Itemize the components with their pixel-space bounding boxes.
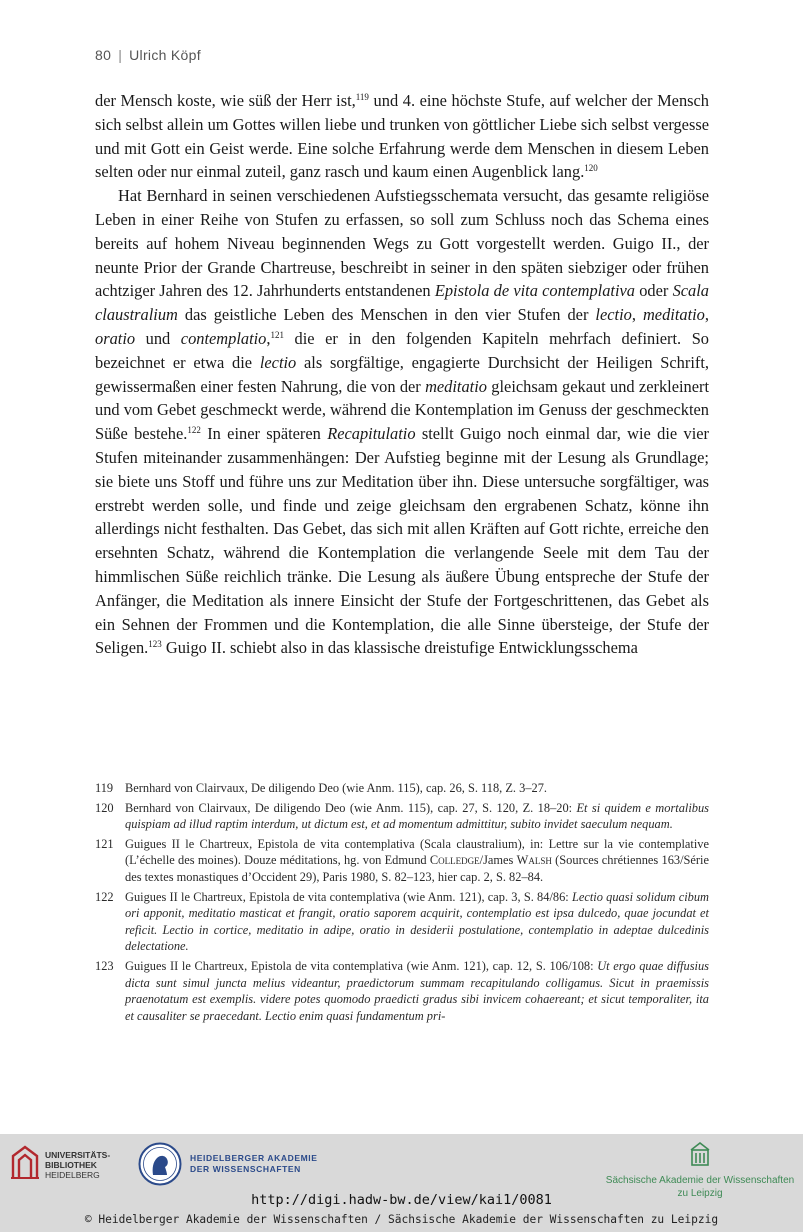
footnote-text (125, 889, 709, 955)
header-separator: | (118, 47, 123, 63)
footnote-number: 119 (95, 781, 114, 795)
italic-text: Et si quidem e mortalibus quispiam ad illud raptim interdum, ut dictum est, et ad momentum admittitur, subito invidet saeculum nequam. (125, 800, 709, 832)
text-run: das geistliche Leben des Menschen in den vier Stufen der (177, 305, 596, 325)
text-run: (Sources chrétiennes 163/Série des textes monastiques d’Occident 29), Paris 1980, S. 82–123, hier cap. 2, S. 82–84. (125, 853, 709, 884)
running-header (95, 47, 201, 63)
footnote (95, 889, 709, 955)
italic-text: contemplatio (180, 328, 267, 348)
text-run: , (704, 305, 709, 325)
small-caps-name: Walsh (516, 853, 552, 868)
footnote-number: 122 (95, 889, 114, 904)
footnote-text (125, 836, 709, 886)
saw-logo-line: Sächsische Akademie der Wissenschaften (605, 1175, 795, 1186)
text-run: Guigues II le Chartreux, Epistola de vita contemplativa (Scala claustralium), in: Lettre sur la vie contemplative (L’échelle des moines). Douze méditations, hg. von Edmund (125, 836, 709, 868)
text-run: In einer späteren (200, 424, 328, 444)
footnote-number: 120 (95, 800, 114, 815)
text-run: Bernhard von Clairvaux, De diligendo Deo (wie Anm. 115), cap. 26, S. 118, Z. 3–27. (125, 781, 548, 795)
footnote (95, 958, 709, 1024)
footnote-text (125, 780, 709, 797)
footnote-ref: 122 (187, 425, 201, 436)
text-run: Guigues II le Chartreux, Epistola de vita contemplativa (wie Anm. 121), cap. 3, S. 84/86: (125, 889, 572, 904)
italic-text: Epistola de vita contemplativa (434, 281, 636, 301)
footnote (95, 800, 709, 833)
footnote-ref: 119 (355, 92, 369, 102)
running-head-author: Ulrich Köpf (129, 47, 201, 63)
saw-logo-line: zu Leipzig (677, 1188, 723, 1199)
italic-text: Lectio quasi solidum cibum ori apponit, meditatio masticat et frangit, oratio saporem acquirit, contemplatio est ipsa dulcedo, quae jocundat et reficit. Lectio in cortice, meditatio in adipe, oratio in desiderii postulatione, contemplatio in adeptae dulcedinis delectatione. (125, 889, 709, 954)
paragraph (95, 184, 709, 660)
footnote-number: 121 (95, 836, 114, 851)
footnote-ref: 123 (148, 639, 162, 650)
footnote (95, 780, 709, 797)
text-run: der Mensch koste, wie süß der Herr ist, (95, 91, 356, 110)
copyright-notice: © Heidelberger Akademie der Wissenschaften / Sächsische Akademie der Wissenschaften zu Leipzig (84, 1213, 719, 1226)
text-run: und 4. eine höchste Stufe, auf welcher der Mensch sich selbst allein um Gottes willen liebe und trunken von göttlicher Liebe sich selbst vergesse und mit Gott ein Geist werde. Eine solche Erfahrung werde dem Menschen in diesem Leben selten oder nur einmal zuteil, ganz rasch und kaum einen Augenblick lang. (95, 91, 709, 182)
footnote-ref: 120 (584, 163, 598, 174)
small-caps-name: Colledge (429, 853, 480, 868)
ub-heidelberg-logo[interactable] (10, 1144, 110, 1180)
italic-text: lectio (595, 305, 632, 325)
text-run: , (631, 305, 643, 325)
italic-text: Scala claustralium (95, 281, 709, 325)
italic-text: Recapitulatio (327, 424, 416, 444)
text-run: Guigues II le Chartreux, Epistola de vita contemplativa (wie Anm. 121), cap. 12, S. 106/108: (125, 958, 598, 973)
footnote-number: 123 (95, 958, 114, 973)
text-run: , (266, 328, 271, 348)
footnote-text (125, 958, 709, 1024)
hak-medallion-icon (138, 1142, 182, 1186)
hak-logo[interactable] (138, 1142, 318, 1186)
text-run: Bernhard von Clairvaux, De diligendo Deo (wie Anm. 115), cap. 27, S. 120, Z. 18–20: (125, 800, 577, 815)
italic-text: meditatio (425, 376, 487, 396)
text-run: Hat Bernhard in seinen verschiedenen Aufstiegsschemata versucht, das gesamte religiöse Leben in einer Reihe von Stufen zu erfassen, so soll zum Schluss noch das Schema eines bereits auf hohem Niveau beginnenden Wegs zu Gott vorgestellt werden. Guigo II., der neunte Prior der Grande Chartreuse, beschreibt in seiner in den späten siebziger oder frühen achtziger Jahren des 12. Jahrhunderts entstandenen (95, 186, 709, 301)
text-run: stellt Guigo noch einmal dar, wie die vier Stufen miteinander zusammenhängen: Der Aufstieg beginne mit der Lesung als Grundlage; sie biete uns Stoff und führe uns zur Meditation über ihn. Diese untersuche sorgfältiger, was erstrebt werden solle, und finde und zeige gleichsam den ergrabenen Schatz, könne ihn allerdings nicht festhalten. Das Gebet, das sich mit allen Kräften auf Gott richte, erreiche den ersehnten Schatz, während die Kontemplation die verlangende Seele mit dem Tau der himmlischen Süße reichlich tränke. Die Lesung als äußere Übung entspreche der Stufe der Anfänger, die Meditation als innere Einsicht der Stufe der Fortgeschrittenen, das Gebet als ein Sehnen der Frommen und die Kontemplation, die alle Sinne übersteige, der Stufe der Seligen. (95, 424, 709, 658)
ub-logo-line: UNIVERSITÄTS- (45, 1150, 111, 1160)
italic-text: Ut ergo quae diffusius dicta sunt simul juncta melius videantur, praedictorum summam recapitulando colligamus. Sicut in praemissis praenotatum est exemplis. videre potes quomodo praedicti gradus sibi invicem cohaereant; et sicut temporaliter, ita et causaliter se praecedant. Lectio enim quasi fundamentum pri- (125, 958, 709, 1023)
permalink-url[interactable]: http://digi.hadw-bw.de/view/kai1/0081 (251, 1192, 552, 1208)
footnote-text (125, 800, 709, 833)
hak-logo-line: DER WISSENSCHAFTEN (190, 1164, 301, 1174)
text-run: Guigo II. schiebt also in das klassische dreistufige Entwicklungsschema (161, 638, 638, 658)
italic-text: oratio (95, 328, 136, 348)
hak-logo-line: HEIDELBERGER AKADEMIE (190, 1153, 318, 1163)
ub-logo-line: BIBLIOTHEK (45, 1160, 97, 1170)
text-run: gleichsam gekaut und zerkleinert und vom Gebet geschmeckt werde, während die Kontemplation im Genuss der geschmeckten Süße bestehe. (95, 376, 709, 444)
italic-text: lectio (259, 352, 297, 372)
ub-emblem-icon (10, 1144, 40, 1180)
footnote-ref: 121 (270, 329, 284, 340)
text-run: /James (479, 853, 517, 868)
footnotes (95, 780, 709, 1027)
footnote (95, 836, 709, 886)
ub-logo-line: HEIDELBERG (45, 1170, 100, 1180)
text-run: und (135, 328, 181, 348)
main-text (95, 89, 709, 660)
text-run: oder (635, 281, 673, 301)
text-run: die er in den folgenden Kapiteln mehrfach definiert. So bezeichnet er etwa die (95, 328, 710, 372)
text-run: als sorgfältige, engagierte Durchsicht der Heiligen Schrift, gewissermaßen einer festen Nahrung, die von der (95, 352, 709, 396)
page-number: 80 (95, 47, 112, 63)
italic-text: meditatio (642, 305, 705, 325)
paragraph (95, 89, 709, 184)
saw-building-icon (690, 1142, 710, 1166)
